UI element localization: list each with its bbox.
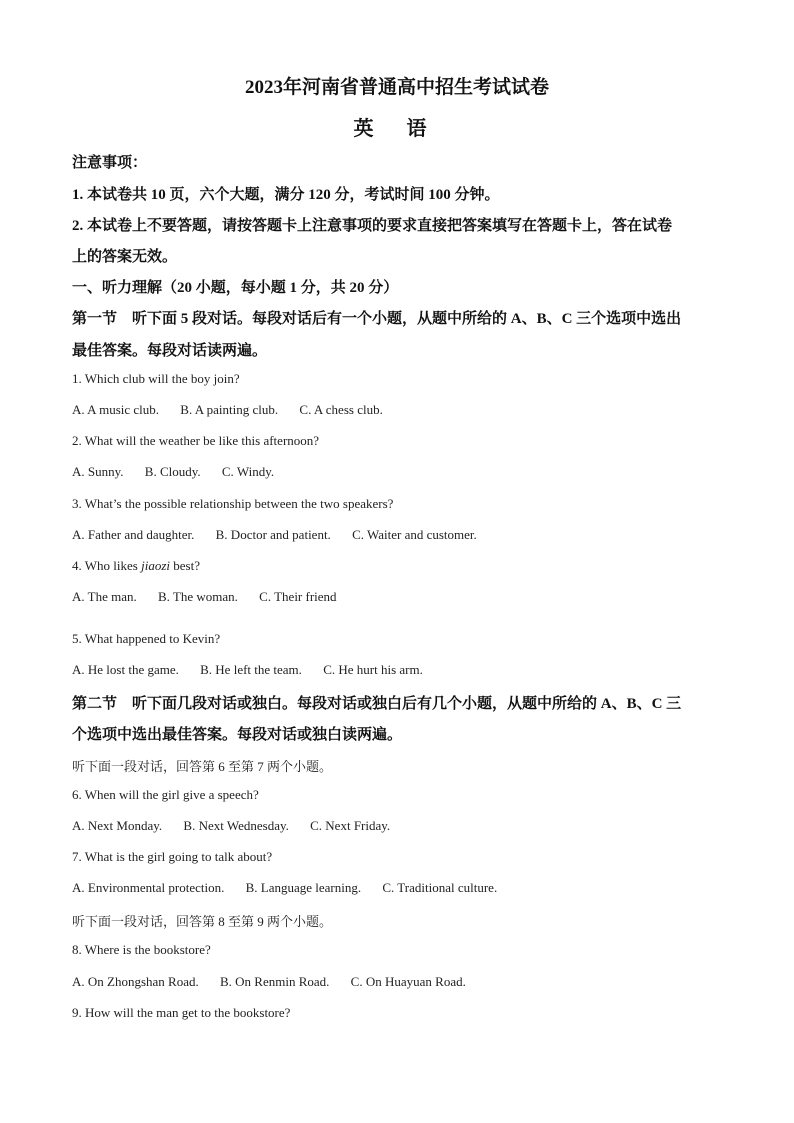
- option-b: B. Language learning.: [245, 880, 362, 895]
- question-4-options: [72, 589, 337, 605]
- question-7-stem: 7. What is the girl going to talk about?: [72, 849, 273, 864]
- question-6-options: [72, 818, 390, 834]
- question-1-options: [72, 402, 383, 418]
- option-c: C. Their friend: [259, 589, 337, 604]
- option-b: B. Cloudy.: [144, 464, 201, 479]
- question-4-stem-pre: 4. Who likes: [72, 558, 142, 573]
- question-2-options: [72, 464, 274, 480]
- question-3-options: [72, 527, 477, 543]
- question-2-stem: 2. What will the weather be like this afternoon?: [72, 433, 320, 448]
- question-7-options: [72, 880, 497, 896]
- option-a: A. Sunny.: [72, 464, 124, 479]
- option-b: B. He left the team.: [200, 662, 302, 677]
- part1-instructions-line2: 最佳答案。每段对话读两遍。: [72, 343, 268, 359]
- note-2-line1: 2. 本试卷上不要答题，请按答题卡上注意事项的要求直接把答案填写在答题卡上，答在试卷: [72, 218, 673, 234]
- option-a: A. The man.: [72, 589, 137, 604]
- option-a: A. Father and daughter.: [72, 527, 195, 542]
- part2-instructions-line2: 个选项中选出最佳答案。每段对话或独白读两遍。: [72, 727, 403, 743]
- option-c: C. On Huayuan Road.: [350, 974, 466, 989]
- exam-title: 2023年河南省普通高中招生考试试卷: [244, 77, 549, 98]
- part2-instructions-line1: 第二节 听下面几段对话或独白。每段对话或独白后有几个小题，从题中所给的 A、B、C 三: [72, 696, 682, 712]
- question-3-stem: 3. What’s the possible relationship between the two speakers?: [72, 496, 394, 511]
- question-8-options: [72, 974, 466, 990]
- option-c: C. Windy.: [221, 464, 275, 479]
- option-a: A. A music club.: [72, 402, 160, 417]
- question-5-stem: 5. What happened to Kevin?: [72, 631, 221, 646]
- intro-questions-8-9: 听下面一段对话，回答第 8 至第 9 两个小题。: [72, 914, 333, 929]
- option-a: A. On Zhongshan Road.: [72, 974, 199, 989]
- subject-title: 英 语: [353, 118, 441, 140]
- section1-heading: 一、听力理解（20 小题，每小题 1 分，共 20 分）: [72, 280, 399, 296]
- question-4-stem: [72, 558, 200, 574]
- option-a: A. Next Monday.: [72, 818, 163, 833]
- question-1-stem: 1. Which club will the boy join?: [72, 371, 240, 386]
- question-9-stem: 9. How will the man get to the bookstore?: [72, 1005, 291, 1020]
- intro-questions-6-7: 听下面一段对话，回答第 6 至第 7 两个小题。: [72, 759, 333, 774]
- option-b: B. Next Wednesday.: [183, 818, 289, 833]
- option-c: C. Traditional culture.: [382, 880, 498, 895]
- option-b: B. On Renmin Road.: [220, 974, 330, 989]
- question-5-options: [72, 662, 423, 678]
- option-c: C. Next Friday.: [310, 818, 391, 833]
- notes-heading: 注意事项：: [72, 155, 148, 171]
- option-a: A. Environmental protection.: [72, 880, 225, 895]
- question-4-stem-post: best?: [170, 558, 200, 573]
- note-1: 1. 本试卷共 10 页，六个大题，满分 120 分，考试时间 100 分钟。: [72, 187, 500, 203]
- question-8-stem: 8. Where is the bookstore?: [72, 942, 211, 957]
- question-6-stem: 6. When will the girl give a speech?: [72, 787, 259, 802]
- option-c: C. Waiter and customer.: [352, 527, 477, 542]
- part1-instructions-line1: 第一节 听下面 5 段对话。每段对话后有一个小题，从题中所给的 A、B、C 三个选项中选出: [72, 311, 682, 327]
- option-c: C. A chess club.: [299, 402, 383, 417]
- option-c: C. He hurt his arm.: [323, 662, 423, 677]
- option-b: B. A painting club.: [180, 402, 279, 417]
- option-b: B. The woman.: [158, 589, 238, 604]
- option-a: A. He lost the game.: [72, 662, 179, 677]
- note-2-line2: 上的答案无效。: [72, 249, 178, 265]
- option-b: B. Doctor and patient.: [215, 527, 331, 542]
- question-4-stem-italic: jiaozi: [141, 558, 170, 573]
